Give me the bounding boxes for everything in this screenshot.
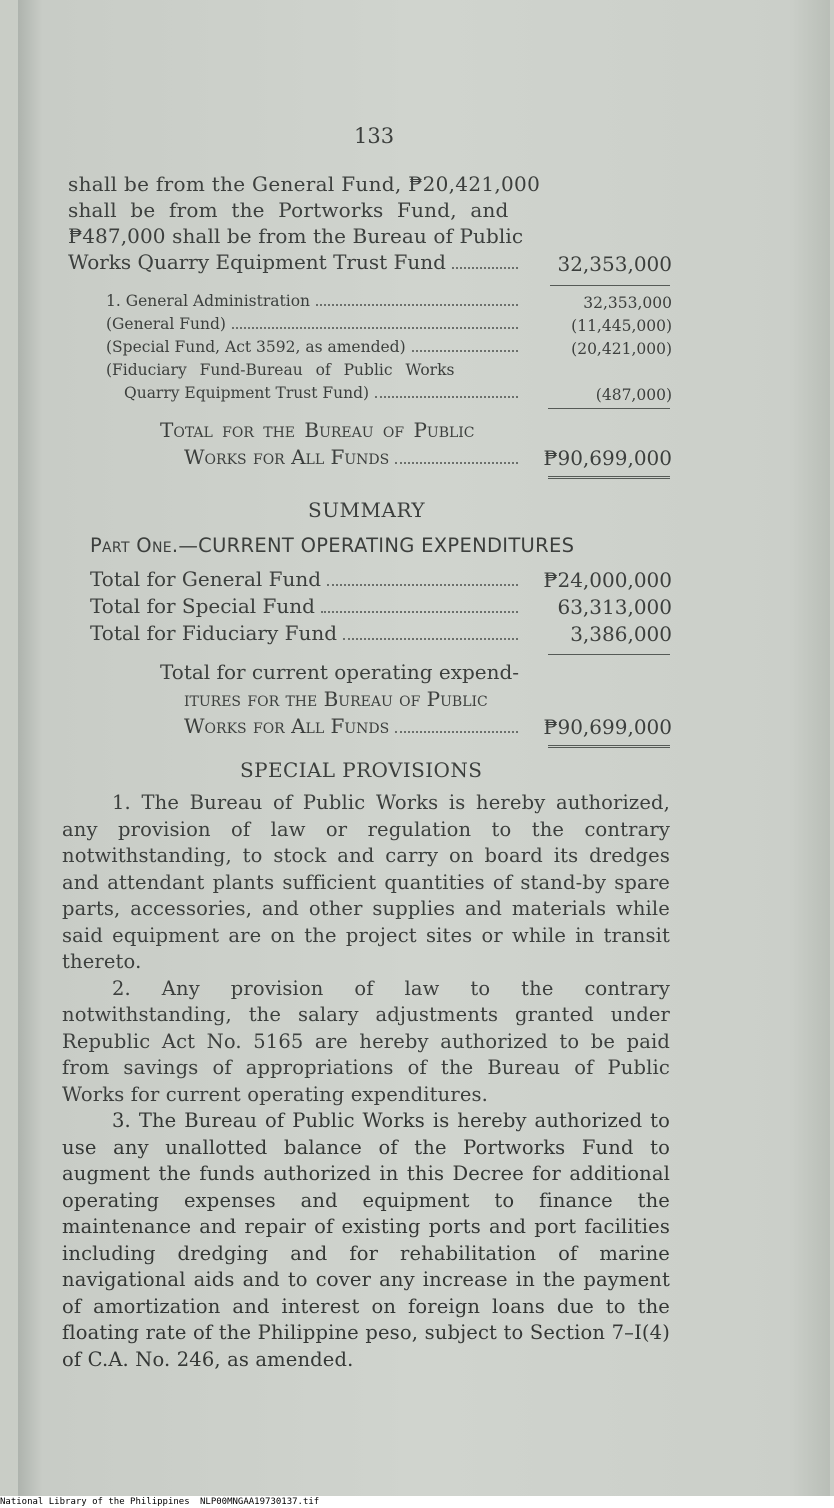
intro-line-2: shall be from the Portworks Fund, and <box>68 198 509 222</box>
double-rule <box>548 745 670 748</box>
breakdown-amount: (20,421,000) <box>571 340 672 358</box>
summary-amount: 3,386,000 <box>570 622 672 646</box>
rule <box>548 408 670 409</box>
summary-total-line-2: itures for the Bureau of Public <box>184 687 488 711</box>
summary-row: Total for Special Fund <box>90 594 524 619</box>
rule <box>548 654 670 655</box>
breakdown-amount: 32,353,000 <box>583 294 672 312</box>
page-number: 133 <box>354 124 395 148</box>
intro-line-4 <box>68 250 524 275</box>
summary-total-amount: ₱90,699,000 <box>543 715 672 739</box>
provision-paragraph: 2. Any provision of law to the contrary notwithstanding, the salary adjustments granted under Republic Act No. 5165 are hereby authorized to be paid from savings of appropriations of the Bureau of Public Works for current operating expenditures. <box>62 976 670 1106</box>
breakdown-amount: (487,000) <box>595 386 672 404</box>
special-provisions-text <box>62 790 670 1373</box>
summary-amount: 63,313,000 <box>557 595 672 619</box>
footer-file: NLP00MNGAA19730137.tif <box>200 1497 320 1507</box>
breakdown-amount: (11,445,000) <box>571 317 672 335</box>
footer-library: National Library of the Philippines <box>0 1497 190 1507</box>
double-rule <box>548 476 670 479</box>
intro-amount: 32,353,000 <box>557 252 672 276</box>
breakdown-row: 1. General Administration <box>106 292 524 312</box>
provision-paragraph: 3. The Bureau of Public Works is hereby authorized to use any unallotted balance of the Portworks Fund to augment the funds authorized in this Decree for additional operating expenses and equipment to finance the maintenance and repair of existing ports and port facilities including dredging and for rehabilitation of marine navigational aids and to cover any increase in the payment of amortization and interest on foreign loans due to the floating rate of the Philippine peso, subject to Section 7–I(4) of C.A. No. 246, as amended. <box>62 1109 670 1371</box>
breakdown-row: (General Fund) <box>106 315 524 335</box>
summary-amount: ₱24,000,000 <box>543 568 672 592</box>
breakdown-row: Quarry Equipment Trust Fund) <box>124 384 524 404</box>
intro-line-3: ₱487,000 shall be from the Bureau of Public <box>68 224 524 248</box>
intro-last-line: Works Quarry Equipment Trust Fund <box>68 250 446 274</box>
total-bureau-amount: ₱90,699,000 <box>543 446 672 470</box>
total-bureau-line-2: Works for All Funds <box>184 445 524 470</box>
intro-line-1: shall be from the General Fund, ₱20,421,000 <box>68 172 541 196</box>
breakdown-row: (Fiduciary Fund-Bureau of Public Works <box>106 361 455 379</box>
summary-row: Total for General Fund <box>90 567 524 592</box>
leader-dots <box>452 267 518 269</box>
summary-total-line-3: Works for All Funds <box>184 714 524 739</box>
summary-heading: SUMMARY <box>308 498 426 522</box>
total-bureau-line-1: Total for the Bureau of Public <box>160 418 475 442</box>
scan-footer <box>0 1496 834 1508</box>
rule <box>550 285 670 286</box>
part-heading: Part One.—CURRENT OPERATING EXPENDITURES <box>90 534 575 557</box>
summary-total-line-1: Total for current operating expend- <box>160 660 520 684</box>
summary-row: Total for Fiduciary Fund <box>90 621 524 646</box>
special-provisions-heading: SPECIAL PROVISIONS <box>240 758 483 782</box>
breakdown-row: (Special Fund, Act 3592, as amended) <box>106 338 524 358</box>
provision-paragraph: 1. The Bureau of Public Works is hereby authorized, any provision of law or regulation to the contrary notwithstanding, to stock and carry on board its dredges and attendant plants sufficient quantities of stand-by spare parts, accessories, and other supplies and materials while said equipment are on the project sites or while in transit thereto. <box>62 791 670 973</box>
